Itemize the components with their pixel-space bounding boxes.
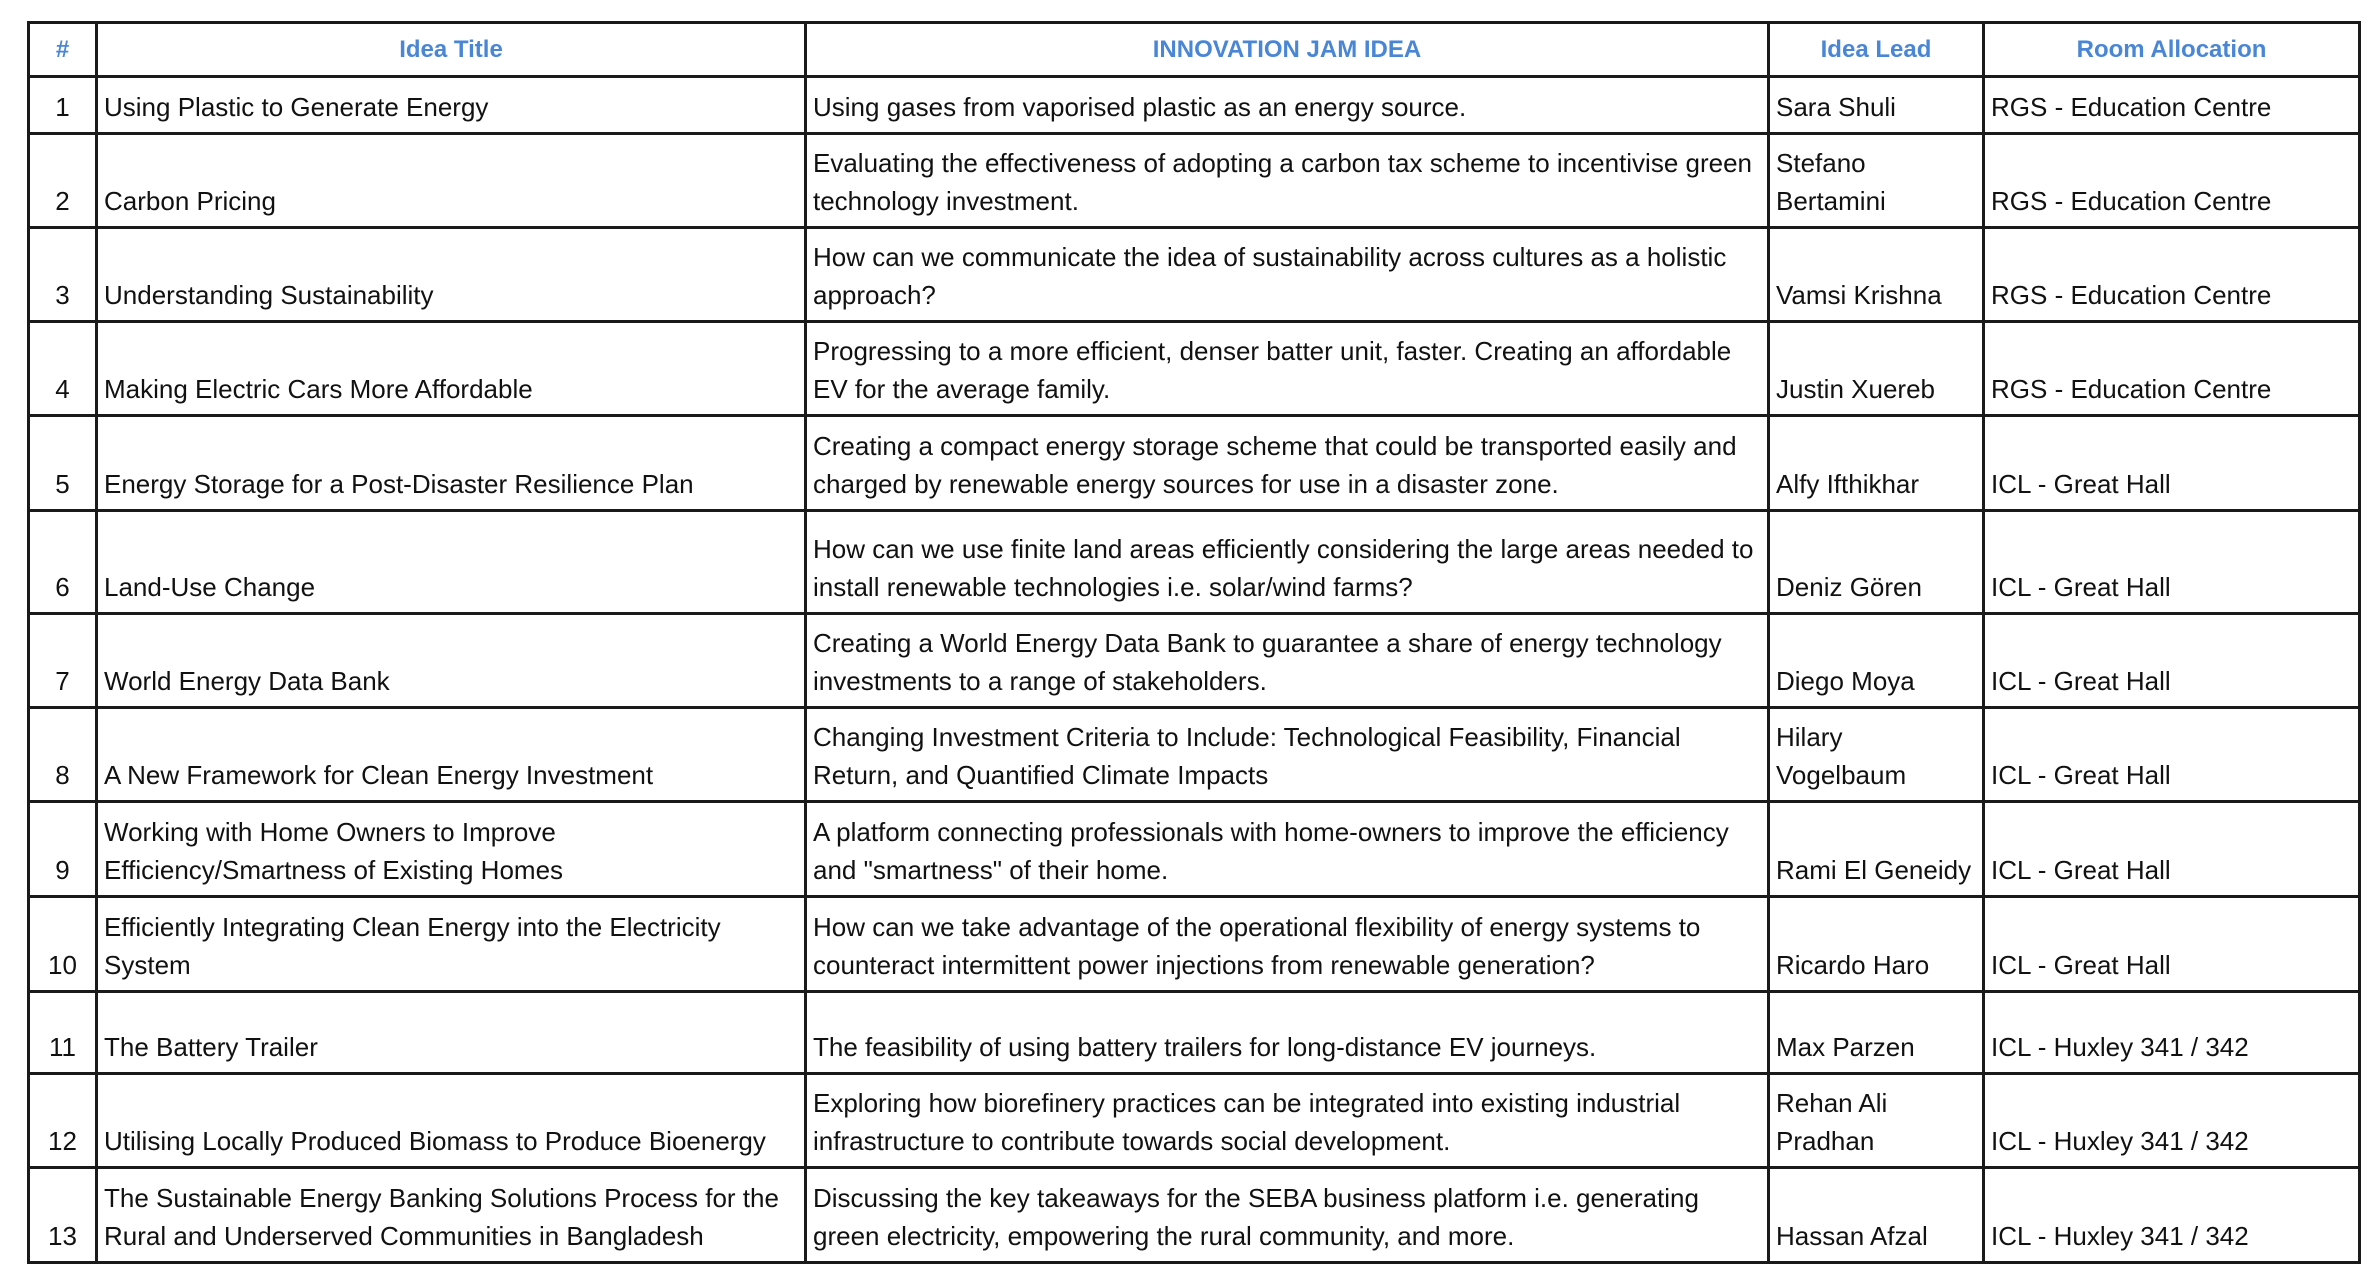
idea-lead-cell: Rami El Geneidy (1769, 802, 1984, 897)
idea-title-cell: World Energy Data Bank (97, 614, 806, 708)
row-number: 10 (29, 897, 97, 992)
row-number: 9 (29, 802, 97, 897)
table-row (29, 1168, 2360, 1263)
idea-title-cell: A New Framework for Clean Energy Investment (97, 708, 806, 802)
room-allocation-cell: ICL - Great Hall (1984, 708, 2360, 802)
table-row (29, 416, 2360, 511)
table-row (29, 322, 2360, 416)
header-innovation-jam-idea: INNOVATION JAM IDEA (806, 23, 1769, 77)
idea-description-cell: The feasibility of using battery trailers for long-distance EV journeys. (806, 992, 1769, 1074)
header-idea-lead: Idea Lead (1769, 23, 1984, 77)
row-number: 5 (29, 416, 97, 511)
idea-description-cell: Creating a compact energy storage scheme that could be transported easily and charged by renewable energy sources for use in a disaster zone. (806, 416, 1769, 511)
room-allocation-cell: RGS - Education Centre (1984, 77, 2360, 134)
idea-title-cell: Energy Storage for a Post-Disaster Resilience Plan (97, 416, 806, 511)
idea-description-cell: Evaluating the effectiveness of adopting a carbon tax scheme to incentivise green technology investment. (806, 134, 1769, 228)
table-row (29, 897, 2360, 992)
row-number: 8 (29, 708, 97, 802)
header-row (29, 23, 2360, 77)
idea-lead-cell: Sara Shuli (1769, 77, 1984, 134)
table-row (29, 802, 2360, 897)
idea-title-cell: The Sustainable Energy Banking Solutions Process for the Rural and Underserved Communities in Bangladesh (97, 1168, 806, 1263)
idea-title-cell: Efficiently Integrating Clean Energy into the Electricity System (97, 897, 806, 992)
row-number: 6 (29, 511, 97, 614)
row-number: 12 (29, 1074, 97, 1168)
table-row (29, 708, 2360, 802)
idea-title-cell: Utilising Locally Produced Biomass to Produce Bioenergy (97, 1074, 806, 1168)
idea-lead-cell: Rehan Ali Pradhan (1769, 1074, 1984, 1168)
idea-title-cell: Making Electric Cars More Affordable (97, 322, 806, 416)
idea-lead-cell: Diego Moya (1769, 614, 1984, 708)
row-number: 1 (29, 77, 97, 134)
table-row (29, 992, 2360, 1074)
idea-title-cell: Understanding Sustainability (97, 228, 806, 322)
row-number: 4 (29, 322, 97, 416)
table-row (29, 614, 2360, 708)
idea-lead-cell: Stefano Bertamini (1769, 134, 1984, 228)
idea-description-cell: Creating a World Energy Data Bank to guarantee a share of energy technology investments to a range of stakeholders. (806, 614, 1769, 708)
table-row (29, 511, 2360, 614)
idea-description-cell: Exploring how biorefinery practices can be integrated into existing industrial infrastructure to contribute towards social development. (806, 1074, 1769, 1168)
idea-title-cell: Working with Home Owners to Improve Efficiency/Smartness of Existing Homes (97, 802, 806, 897)
table-row (29, 77, 2360, 134)
room-allocation-cell: RGS - Education Centre (1984, 134, 2360, 228)
table-row (29, 1074, 2360, 1168)
idea-description-cell: Using gases from vaporised plastic as an energy source. (806, 77, 1769, 134)
row-number: 13 (29, 1168, 97, 1263)
room-allocation-cell: ICL - Great Hall (1984, 802, 2360, 897)
idea-lead-cell: Hilary Vogelbaum (1769, 708, 1984, 802)
row-number: 3 (29, 228, 97, 322)
idea-title-cell: Land-Use Change (97, 511, 806, 614)
idea-lead-cell: Alfy Ifthikhar (1769, 416, 1984, 511)
header-idea-title: Idea Title (97, 23, 806, 77)
table-row (29, 228, 2360, 322)
room-allocation-cell: RGS - Education Centre (1984, 322, 2360, 416)
room-allocation-cell: ICL - Great Hall (1984, 416, 2360, 511)
row-number: 7 (29, 614, 97, 708)
room-allocation-cell: ICL - Huxley 341 / 342 (1984, 1074, 2360, 1168)
idea-lead-cell: Deniz Gören (1769, 511, 1984, 614)
idea-description-cell: How can we take advantage of the operational flexibility of energy systems to counteract intermittent power injections from renewable generation? (806, 897, 1769, 992)
idea-description-cell: How can we use finite land areas efficiently considering the large areas needed to install renewable technologies i.e. solar/wind farms? (806, 511, 1769, 614)
room-allocation-cell: ICL - Great Hall (1984, 511, 2360, 614)
idea-lead-cell: Ricardo Haro (1769, 897, 1984, 992)
room-allocation-cell: RGS - Education Centre (1984, 228, 2360, 322)
room-allocation-cell: ICL - Great Hall (1984, 897, 2360, 992)
idea-description-cell: How can we communicate the idea of sustainability across cultures as a holistic approach? (806, 228, 1769, 322)
idea-title-cell: The Battery Trailer (97, 992, 806, 1074)
table-row (29, 134, 2360, 228)
idea-title-cell: Carbon Pricing (97, 134, 806, 228)
idea-lead-cell: Hassan Afzal (1769, 1168, 1984, 1263)
idea-description-cell: A platform connecting professionals with home-owners to improve the efficiency and "smartness" of their home. (806, 802, 1769, 897)
idea-description-cell: Changing Investment Criteria to Include: Technological Feasibility, Financial Return, and Quantified Climate Impacts (806, 708, 1769, 802)
row-number: 2 (29, 134, 97, 228)
room-allocation-cell: ICL - Huxley 341 / 342 (1984, 992, 2360, 1074)
idea-title-cell: Using Plastic to Generate Energy (97, 77, 806, 134)
header-number: # (29, 23, 97, 77)
idea-lead-cell: Max Parzen (1769, 992, 1984, 1074)
idea-description-cell: Progressing to a more efficient, denser batter unit, faster. Creating an affordable EV for the average family. (806, 322, 1769, 416)
idea-description-cell: Discussing the key takeaways for the SEBA business platform i.e. generating green electricity, empowering the rural community, and more. (806, 1168, 1769, 1263)
room-allocation-cell: ICL - Great Hall (1984, 614, 2360, 708)
header-room-allocation: Room Allocation (1984, 23, 2360, 77)
idea-lead-cell: Justin Xuereb (1769, 322, 1984, 416)
row-number: 11 (29, 992, 97, 1074)
room-allocation-cell: ICL - Huxley 341 / 342 (1984, 1168, 2360, 1263)
innovation-jam-table (27, 21, 2361, 1264)
idea-lead-cell: Vamsi Krishna (1769, 228, 1984, 322)
